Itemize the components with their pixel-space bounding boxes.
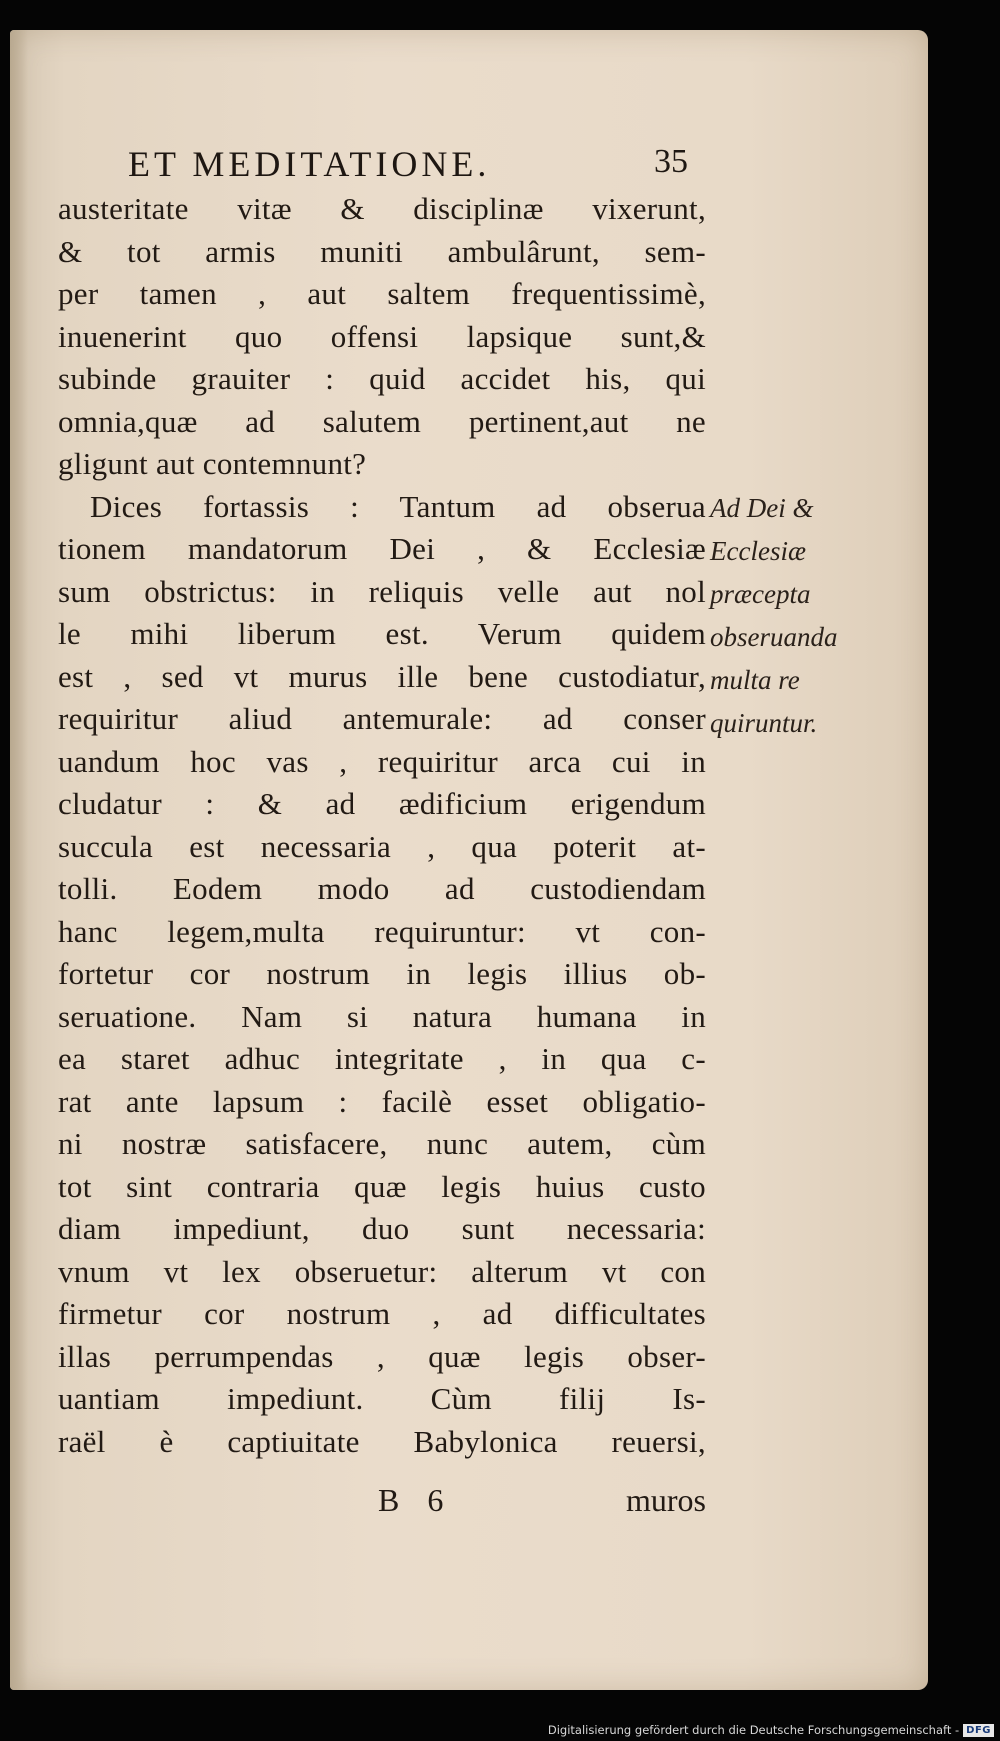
text-line: gligunt aut contemnunt? [58, 446, 367, 481]
text-line: austeritate vitæ & disciplinæ vixerunt, [58, 191, 706, 226]
catchword: muros [626, 1482, 706, 1518]
text-line: fortetur cor nostrum in legis illius ob- [58, 956, 706, 991]
text-line: firmetur cor nostrum , ad difficultates [58, 1296, 706, 1331]
text-line: hanc legem,multa requiruntur: vt con- [58, 913, 706, 949]
marginal-note-line: multa re [710, 665, 800, 695]
text-line: omnia,quæ ad salutem pertinent,aut ne [58, 403, 706, 439]
marginal-note-line: Ad Dei & [710, 493, 814, 523]
text-line: est , sed vt murus ille bene custodiatur, [58, 658, 706, 694]
text-line: tolli. Eodem modo ad custodiendam [58, 871, 706, 906]
marginal-note-line: obseruanda [710, 622, 838, 652]
marginal-note [710, 487, 890, 745]
running-head: ET MEDITATIONE. [128, 144, 491, 184]
page-footer [58, 1482, 706, 1522]
text-line: subinde grauiter : quid accidet his, qui [58, 361, 706, 396]
text-line: succula est necessaria , qua poterit at- [58, 828, 706, 864]
text-line: inuenerint quo offensi lapsique sunt,& [58, 318, 706, 354]
book-page [10, 30, 928, 1690]
body-text [58, 188, 706, 1463]
dfg-logo: DFG [963, 1724, 994, 1737]
text-line: requiritur aliud antemurale: ad conser [58, 701, 706, 736]
text-line: rat ante lapsum : facilè esset obligatio- [58, 1083, 706, 1119]
text-line: tionem mandatorum Dei , & Ecclesiæ [58, 531, 706, 566]
signature-mark: B 6 [378, 1482, 454, 1518]
text-line: ni nostræ satisfacere, nunc autem, cùm [58, 1126, 706, 1161]
text-line: raël è captiuitate Babylonica reuersi, [58, 1423, 706, 1459]
text-line: Dices fortassis : Tantum ad obserua [90, 488, 706, 524]
text-line: le mihi liberum est. Verum quidem [58, 616, 706, 651]
page-number: 35 [654, 143, 688, 180]
marginal-note-line: Ecclesiæ [710, 536, 806, 566]
marginal-note-line: præcepta [710, 579, 811, 609]
page-gutter [10, 30, 28, 1690]
text-line: illas perrumpendas , quæ legis obser- [58, 1338, 706, 1374]
text-line: cludatur : & ad ædificium erigendum [58, 786, 706, 821]
text-line: uandum hoc vas , requiritur arca cui in [58, 743, 706, 779]
text-line: vnum vt lex obseruetur: alterum vt con [58, 1253, 706, 1289]
text-line: per tamen , aut saltem frequentissimè, [58, 276, 706, 311]
text-line: & tot armis muniti ambulârunt, sem- [58, 233, 706, 269]
digitization-credit [548, 1723, 994, 1737]
credit-text: Digitalisierung gefördert durch die Deutsche Forschungsgemeinschaft - [547, 1723, 960, 1737]
text-line: ea staret adhuc integritate , in qua c- [58, 1041, 706, 1076]
marginal-note-line: quiruntur. [710, 708, 818, 738]
text-line: sum obstrictus: in reliquis velle aut nol [58, 573, 706, 609]
text-line: seruatione. Nam si natura humana in [58, 998, 706, 1034]
text-line: uantiam impediunt. Cùm filij Is- [58, 1381, 706, 1416]
text-line: tot sint contraria quæ legis huius custo [58, 1168, 706, 1204]
text-line: diam impediunt, duo sunt necessaria: [58, 1211, 706, 1246]
